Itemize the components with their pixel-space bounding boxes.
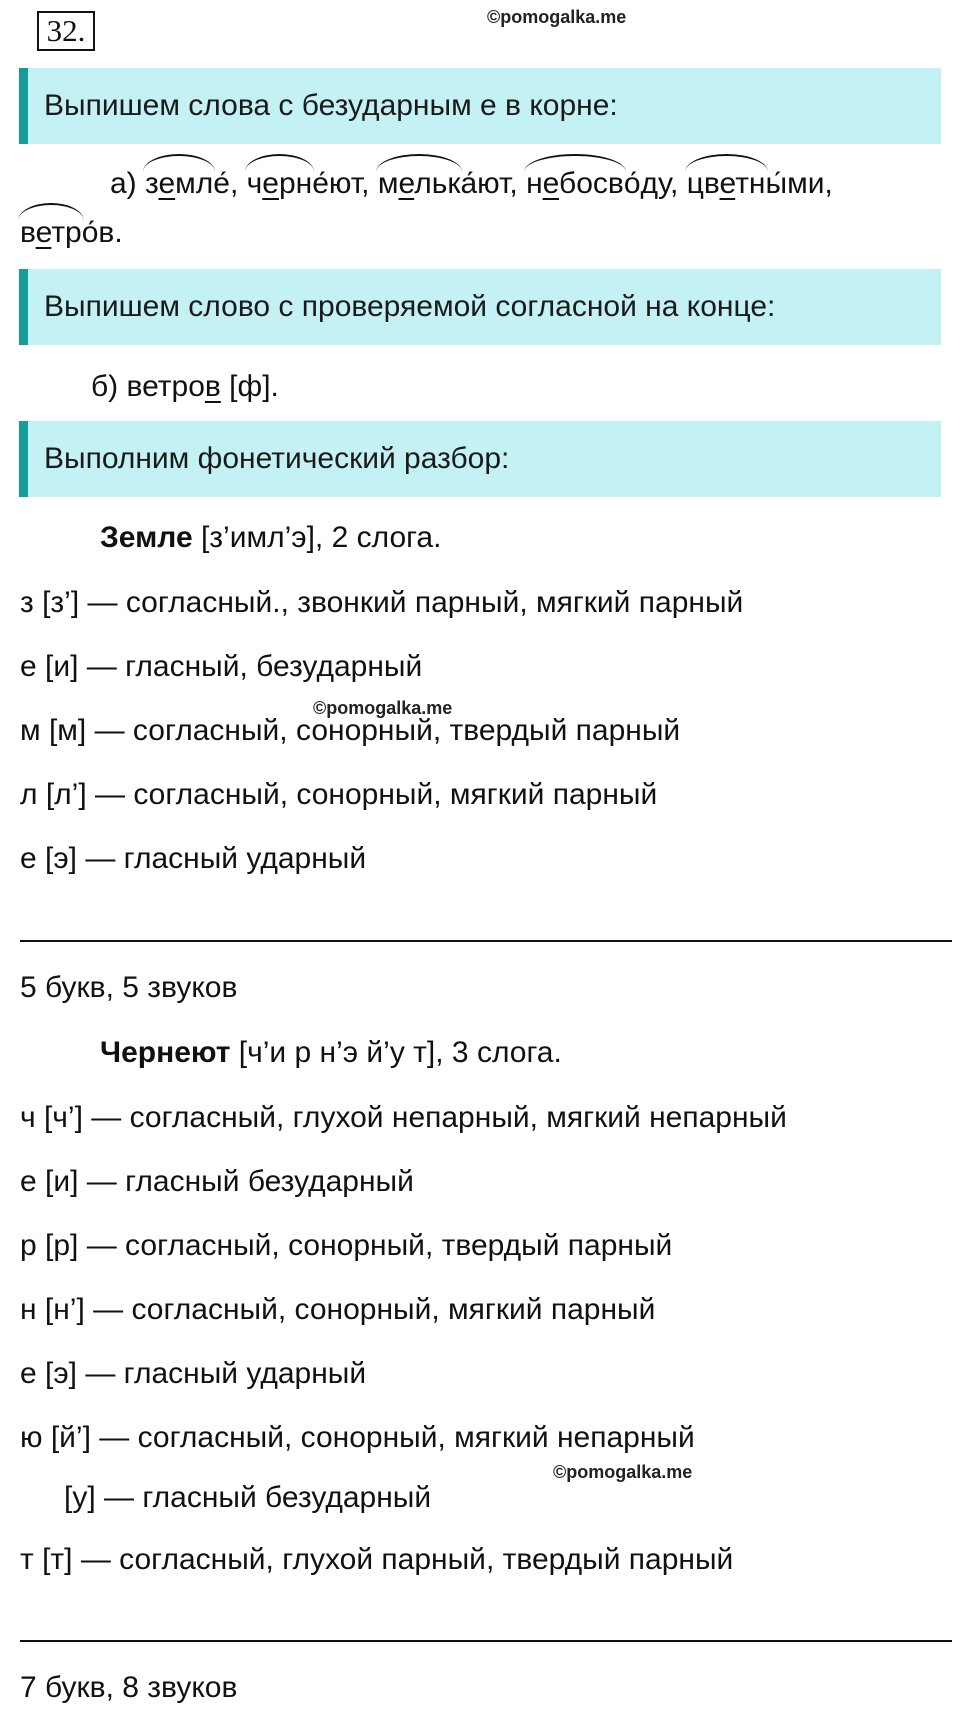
underlined-letter: в [204, 370, 221, 403]
section-heading-unstressed-e: Выпишем слова с безударным е в корне: [19, 68, 941, 144]
word1-line: л [л’] — согласный, сонорный, мягкий парный [20, 778, 658, 811]
word-list-line-1 [110, 164, 833, 204]
marked-word: небосво́ду, [526, 167, 687, 200]
word2-line: н [н’] — согласный, сонорный, мягкий парный [20, 1293, 656, 1326]
watermark: ©pomogalka.me [487, 7, 627, 27]
word2-line: р [р] — согласный, сонорный, твердый парный [20, 1229, 673, 1262]
consonant-answer [91, 367, 279, 407]
watermark: ©pomogalka.me [553, 1462, 693, 1482]
answer-suffix: [ф]. [220, 370, 279, 403]
word2-line: е [э] — гласный ударный [20, 1357, 367, 1390]
root-arc-mark: черн [247, 164, 313, 204]
word2-header [100, 1033, 562, 1073]
word2-line: е [и] — гласный безударный [20, 1165, 414, 1198]
word2-line: [у] — гласный безударный [64, 1481, 432, 1514]
root-arc-mark: небосв [526, 164, 624, 204]
marked-word: черне́ют, [247, 167, 378, 200]
word1-summary: 5 букв, 5 звуков [20, 971, 238, 1004]
unstressed-vowel: е [262, 167, 279, 200]
marked-word: земле́, [145, 167, 247, 200]
marked-word: цветны́ми, [687, 167, 833, 200]
word2-title: Чернеют [100, 1036, 231, 1069]
unstressed-vowel: е [542, 167, 560, 200]
section-heading-phonetic: Выполним фонетический разбор: [19, 421, 941, 497]
root-arc-mark: мельк [378, 164, 461, 204]
marked-word: мелька́ют, [378, 167, 526, 200]
word1-title: Земле [100, 521, 193, 554]
word2-summary: 7 букв, 8 звуков [20, 1671, 238, 1704]
word2-line: ч [ч’] — согласный, глухой непарный, мягкий непарный [20, 1101, 787, 1134]
word2-line: ю [й’] — согласный, сонорный, мягкий непарный [20, 1421, 695, 1454]
divider [20, 1640, 952, 1642]
root-arc-mark: земл [145, 164, 213, 204]
word1-header [100, 518, 441, 558]
root-arc-mark: ветр [20, 213, 82, 253]
unstressed-vowel: е [719, 167, 736, 200]
list-label-a: а) [110, 167, 137, 200]
word-list-continuation [20, 216, 123, 249]
marked-word: ветро́в. [20, 216, 123, 249]
unstressed-vowel: е [35, 216, 52, 249]
watermark: ©pomogalka.me [313, 698, 453, 718]
word1-line: м [м] — согласный, сонорный, твердый парный [20, 714, 681, 747]
unstressed-vowel: е [158, 167, 176, 200]
task-number: 32. [37, 11, 95, 51]
answer-prefix: б) ветро [91, 370, 205, 403]
unstressed-vowel: е [398, 167, 415, 200]
divider [20, 940, 952, 942]
word1-line: е [и] — гласный, безударный [20, 650, 423, 683]
word2-line: т [т] — согласный, глухой парный, твердый парный [20, 1543, 734, 1576]
word1-line: е [э] — гласный ударный [20, 842, 367, 875]
word-list-line-2 [20, 213, 123, 253]
word-list [145, 167, 833, 200]
section-heading-consonant: Выпишем слово с проверяемой согласной на конце: [19, 269, 941, 345]
root-arc-mark: цветн [687, 164, 766, 204]
word1-line: з [з’] — согласный., звонкий парный, мягкий парный [20, 586, 744, 619]
word2-transcription: [ч’и р н’э й’у т], 3 слога. [230, 1036, 562, 1069]
word1-transcription: [з’имл’э], 2 слога. [192, 521, 442, 554]
